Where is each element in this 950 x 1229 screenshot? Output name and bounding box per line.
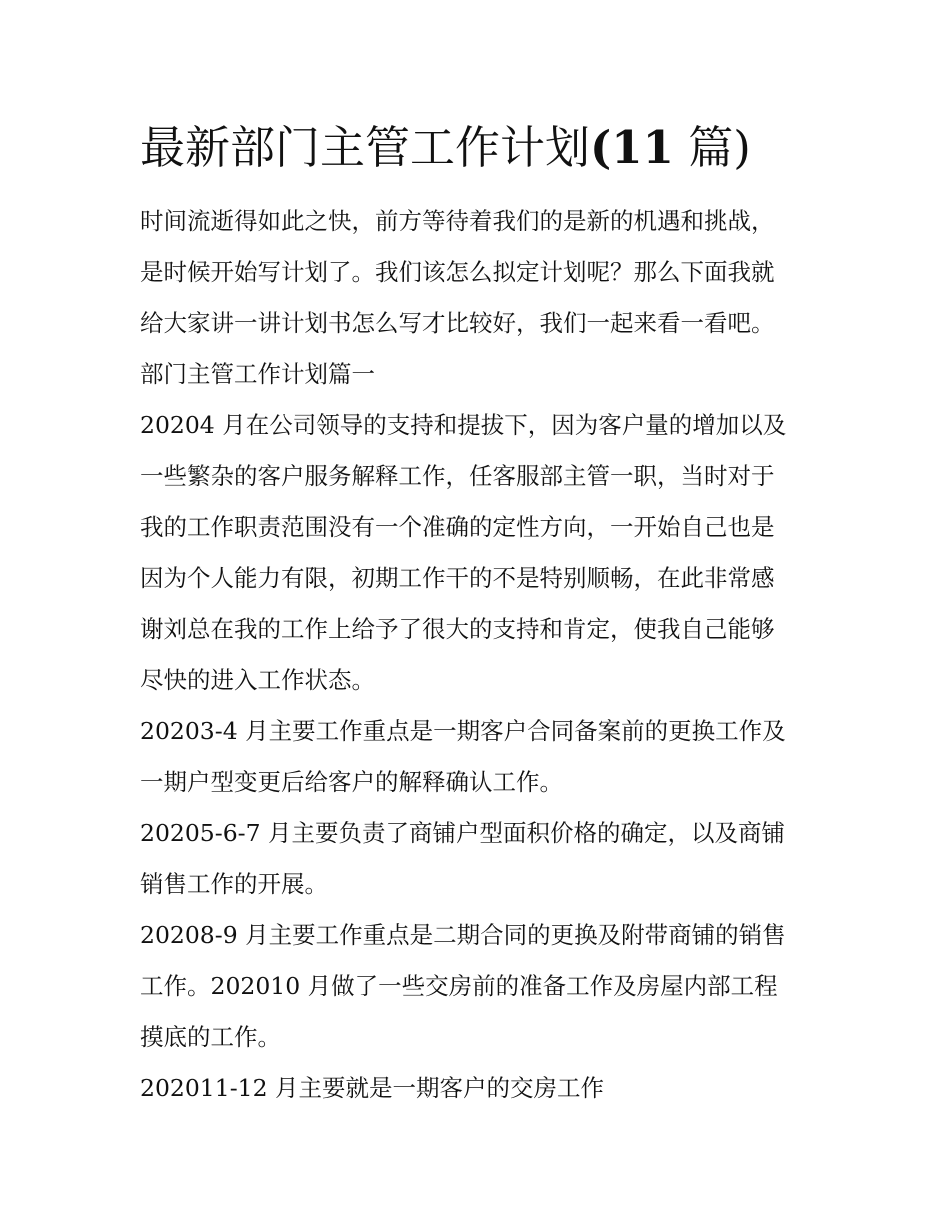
body-line-9: 谢刘总在我的工作上给予了很大的支持和肯定，使我自己能够 [140,615,775,643]
body-line-1: 时间流逝得如此之快，前方等待着我们的是新的机遇和挑战， [140,207,775,235]
body-line-12: 一期户型变更后给客户的解释确认工作。 [140,768,563,796]
title-count: (11 [590,121,674,174]
body-line-3: 给大家讲一讲计划书怎么写才比较好，我们一起来看一看吧。 [140,309,775,337]
body-line-8: 因为个人能力有限，初期工作干的不是特别顺畅，在此非常感 [140,564,775,592]
title-unit: 篇) [673,121,751,174]
section-heading: 部门主管工作计划篇一 [140,360,375,388]
body-line-16: 工作。202010 月做了一些交房前的准备工作及房屋内部工程 [140,972,778,1000]
title-text: 最新部门主管工作计划 [140,121,591,174]
body-line-2: 是时候开始写计划了。我们该怎么拟定计划呢？那么下面我就 [140,258,775,286]
document-title [140,112,751,184]
body-line-5: 20204 月在公司领导的支持和提拔下，因为客户量的增加以及 [140,411,787,439]
body-line-14: 销售工作的开展。 [140,870,328,898]
document-body [140,196,820,1114]
body-line-6: 一些繁杂的客户服务解释工作，任客服部主管一职，当时对于 [140,462,775,490]
body-line-18: 202011-12 月主要就是一期客户的交房工作 [140,1074,605,1102]
body-line-13: 20205-6-7 月主要负责了商铺户型面积价格的确定，以及商铺 [140,819,786,847]
body-line-11: 20203-4 月主要工作重点是一期客户合同备案前的更换工作及 [140,717,786,745]
body-line-7: 我的工作职责范围没有一个准确的定性方向，一开始自己也是 [140,513,775,541]
body-line-10: 尽快的进入工作状态。 [140,666,375,694]
body-line-15: 20208-9 月主要工作重点是二期合同的更换及附带商铺的销售 [140,921,786,949]
body-line-17: 摸底的工作。 [140,1023,281,1051]
